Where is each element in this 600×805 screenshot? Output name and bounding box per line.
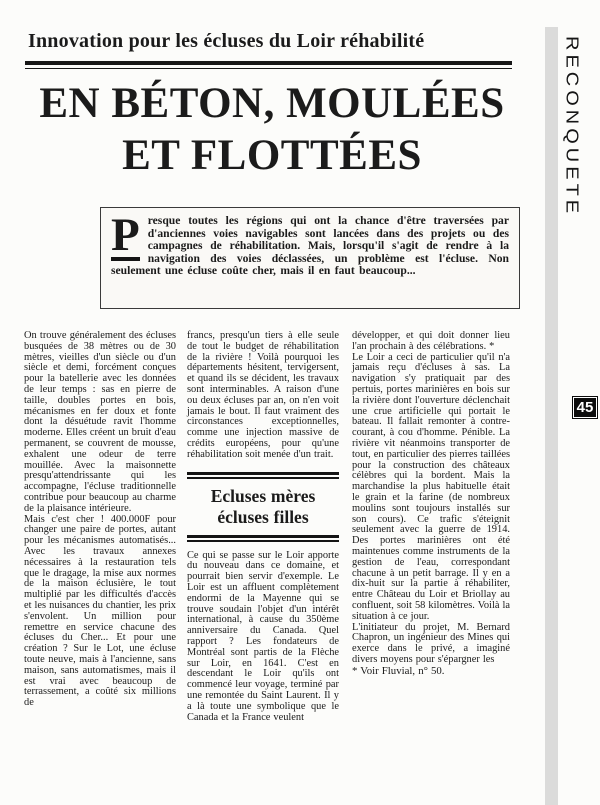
subhead-rule-top (187, 472, 339, 479)
subhead-title (187, 486, 339, 528)
magazine-name-vertical: RECONQUETE (561, 36, 582, 218)
lede-box (100, 207, 520, 309)
page-number-badge: 45 (572, 396, 598, 419)
paragraph: Ce qui se passe sur le Loir apporte du nouveau dans ce domaine, et pourrait bien servir d'exemple. Le Loir est un affluent complètement endormi de la Mayenne qui se trouve soudain l'objet d'un intérêt international, à cause du 350ème anniversaire du Canada. Quel rapport ? Les fondateurs de Montréal sont partis de la Flèche sur Loir, en 1641. C'est en descendant le Loir qu'ils ont commencé leur voyage, terminé par une remontée du Saint Laurent. Il y a là toute une symbolique que le Canada et la France veulent (187, 549, 339, 723)
subhead-rule-bottom (187, 535, 339, 542)
paragraph: développer, et qui doit donner lieu l'an prochain à des célébrations. * (352, 330, 510, 352)
paragraph: Mais c'est cher ! 400.000F pour changer une paire de portes, autant pour les mécanismes automatisés... Avec les travaux annexes nécessaires à la restauration tels que le dragage, la mise aux normes de la maison éclusière, le tout multiplié par les difficultés d'accès et les nuisances du chantier, les prix s'envolent. Un million pour remettre en service chacune des écluses du Cher... Et pour une création ? Sur le Lot, une écluse toute neuve, mais à l'ancienne, sans maison, sans automatismes, mais il est vrai avec beaucoup de terrassement, a coûté six millions de (24, 513, 176, 709)
gutter-strip (545, 27, 558, 805)
kicker-rule-thick (25, 61, 512, 65)
section-subhead (187, 472, 339, 542)
footnote: * Voir Fluvial, n° 50. (352, 664, 445, 677)
article-title-line2: ET FLOTTÉES (122, 132, 422, 179)
drop-cap: P (111, 209, 140, 261)
body-column-3 (352, 331, 510, 677)
paragraph: Le Loir a ceci de particulier qu'il n'a jamais reçu d'écluses à sas. La navigation s'y pratiquait par des pertuis, portes marinières en bois sur la rivière dont l'ouverture déclenchait une crue artificielle qui portait le bateau. Il fallait remonter à contre-courant, à cou d'homme. Pénible. La rivière vit néanmoins transporter de tout, en particulier des pierres taillées pour la construction des châteaux célèbres qui la bordent. Mais la marchandise la plus habituelle était le grain et la farine (de nombreux moulins sont toujours installés sur son cours). Ce trafic s'éteignit seulement avec la guerre de 1914. Des portes marinières ont été maintenues comme instruments de la gestion de l'eau, correspondant chacune à un petit barrage. Il y en a dix-huit sur la partie à réhabiliter, entre Château du Loir et Briollay au confluent, soit 58 kilomètres. Voilà la situation à ce jour. (352, 351, 510, 622)
body-column-1 (24, 331, 176, 709)
article-title-line1: EN BÉTON, MOULÉES (39, 80, 505, 127)
paragraph: On trouve généralement des écluses busquées de 38 mètres ou de 30 mètres, vieilles d'un siècle ou d'un siècle et demi, forcément conçues pour la batellerie avec les données de leur temps : sas en pierre de taille, doubles portes en bois, mécanismes en fer doux et fonte dont la désuétude ravit l'homme moderne. Elles créent un bruit d'eau permanent, se couvrent de mousse, exhalent une odeur de terre mouillée. Avec la maisonnette presqu'attendrissante qui les accompagne, l'écluse traditionnelle contribue pour beaucoup au charme de la plaisance intérieure. (24, 330, 176, 514)
paragraph: francs, presqu'un tiers à elle seule de tout le budget de réhabilitation de la rivière ! Voilà pourquoi les départements hésitent, tervigersent, et quand ils se décident, les travaux sont interminables. A raison d'une ou deux écluses par an, on n'en voit jamais le bout. Il faut vraiment des circonstances exceptionnelles, comme une injection massive de crédits européens, pour qu'une réhabilitation soit menée d'un trait. (187, 330, 339, 460)
body-column-2 (187, 331, 339, 723)
lede-text: resque toutes les régions qui ont la chance d'être traversées par d'anciennes voies navigables sont lancées dans des projets ou des campagnes de réhabilitation. Mais, lorsqu'il s'agit de rendre à la navigation des voies déclassées, un problème est l'écluse. Non seulement une écluse coûte cher, mais il en faut beaucoup... (111, 214, 509, 277)
subhead-title-line1: Ecluses mères (210, 485, 316, 506)
kicker-headline: Innovation pour les écluses du Loir réhabilité (28, 30, 425, 52)
kicker-rule-thin (25, 68, 512, 69)
paragraph: L'initiateur du projet, M. Bernard Chapron, un ingénieur des Mines qui exerce dans le privé, a imaginé divers moyens pour s'épargner les (352, 621, 510, 665)
article-title (8, 78, 536, 182)
subhead-title-line2: écluses filles (217, 506, 309, 527)
